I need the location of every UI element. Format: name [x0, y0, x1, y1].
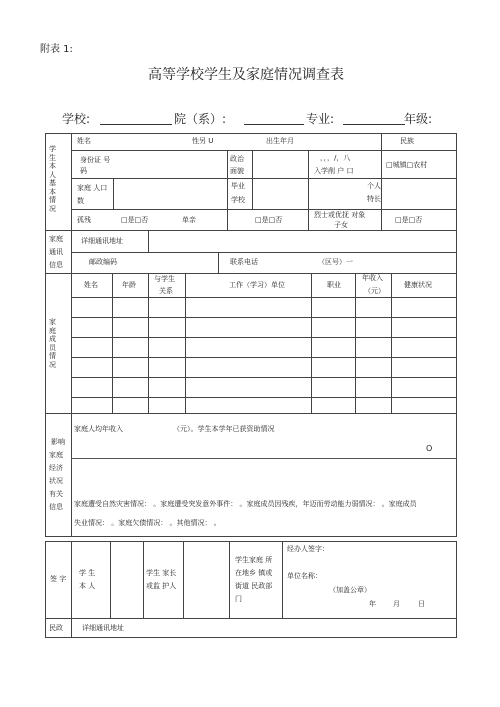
hukou-options[interactable]: □城镇□农村 [386, 161, 428, 169]
orphan-label: 孤残 [77, 216, 91, 224]
student-signature-label: 学 生 [79, 569, 96, 577]
civil-dept-label-2: 在地乡 镇或 [235, 569, 273, 577]
martyr-options[interactable]: □是□否 [395, 216, 423, 224]
id-label: 身份证 号 [80, 156, 111, 164]
martyr-label-2: 子女 [334, 221, 348, 229]
col-age: 年龄 [122, 281, 136, 289]
col-relation-2: 关系 [159, 287, 173, 295]
martyr-label: 烈士或优抚 对象 [314, 211, 366, 219]
annex-label: 附表 1: [40, 44, 73, 55]
family-size-label: 家庭 人口 [77, 184, 108, 192]
economy-section-label-3: 经济 [49, 464, 63, 472]
civil-dept-label-4: 门 [235, 595, 242, 603]
family-size-label-2: 数 [77, 197, 84, 205]
aid-label: （元）。学生本学年已获资助情况 [173, 425, 275, 433]
political-label: 政治 [230, 155, 244, 163]
economy-section-label-2: 家庭 [49, 451, 63, 459]
id-label-2: 码 [80, 167, 87, 175]
economy-section-label-4: 状况 [49, 477, 63, 485]
talent-label-2: 特长 [367, 195, 381, 203]
col-work-unit: 工作（学习）单位 [229, 281, 285, 289]
single-parent-options[interactable]: □是□否 [255, 216, 283, 224]
guardian-signature-label: 学生 家长 [146, 569, 177, 577]
hardship-line-1: 家庭遭受自然灾害情况： 。家庭遭受突发意外事件： 。家庭成员因残疾，年迈而劳动能力弱情况： 。家庭成员 [74, 500, 417, 508]
contact-section-label-1: 家庭 [49, 235, 63, 243]
unit-name-label: 单位名称： [287, 572, 322, 580]
date-day: 日 [418, 600, 425, 608]
col-name: 姓名 [84, 281, 98, 289]
circle-mark: O [426, 444, 433, 453]
col-income: 年收入 [362, 274, 383, 282]
hardship-line-2: 失业情况： 。家庭欠债情况： 。其他情况： 。 [74, 519, 221, 527]
grad-school-label: 毕业 [231, 182, 245, 190]
student-section-label: 学生本人基本情况 [49, 145, 56, 213]
economy-section-label-5: 有关 [49, 490, 63, 498]
contact-section-label-2: 通讯 [49, 248, 63, 256]
talent-label: 个人 [367, 182, 381, 190]
contact-section-label-3: 信息 [49, 261, 63, 269]
school-field[interactable] [100, 124, 172, 125]
members-section-label: 家庭成员情况 [49, 318, 56, 369]
major-field[interactable] [343, 124, 405, 125]
col-income-2: （元） [364, 287, 385, 295]
date-month: 月 [393, 600, 400, 608]
name-label: 姓名 [77, 137, 91, 145]
political-label-2: 面貌 [230, 167, 244, 175]
grad-school-label-2: 学校 [231, 196, 245, 204]
orphan-options[interactable]: □是□否 [121, 216, 149, 224]
handler-signature-label: 经办人签字： [287, 545, 329, 553]
civil-dept-label: 学生家庭 所 [235, 556, 273, 564]
entry-hukou-marks: ，，，/，八 [320, 154, 351, 162]
guardian-signature-label-2: 或监 护人 [146, 582, 177, 590]
per-capita-income-label: 家庭人均年收入 [74, 425, 123, 433]
postcode-label: 邮政编码 [89, 258, 117, 266]
dept-label: 院（系）: [174, 112, 227, 126]
col-relation: 与学生 [154, 275, 175, 283]
ethnic-label: 民族 [400, 137, 414, 145]
single-parent-label: 单亲 [182, 216, 196, 224]
address-label: 详细通讯地址 [81, 237, 123, 245]
document-title: 高等学校学生及家庭情况调查表 [148, 67, 344, 83]
dob-label: 出生年月 [266, 137, 294, 145]
school-label: 学校: [62, 112, 91, 126]
official-seal-label: （加盖公章） [329, 586, 371, 594]
col-health: 健康状况 [404, 281, 432, 289]
entry-hukou-label: 入学削 户 口 [314, 167, 354, 175]
student-signature-label-2: 本 人 [79, 582, 96, 590]
phone-label: 联系电话 [230, 258, 258, 266]
gender-label: 性另 U [192, 137, 214, 145]
col-occupation: 职业 [327, 281, 341, 289]
civil-address-label: 详细通讯地址 [82, 624, 124, 632]
signature-section-label: 签 字 [50, 575, 67, 583]
major-label: 专业: [306, 112, 335, 126]
economy-section-label-6: 信息 [49, 503, 63, 511]
civil-dept-label-3: 街道 民政部 [235, 582, 273, 590]
dept-field[interactable] [244, 124, 304, 125]
area-code-label: （区号）一 [318, 258, 353, 266]
economy-section-label-1: 影响 [51, 438, 65, 446]
civil-affairs-label: 民政 [49, 624, 63, 632]
date-year: 年 [369, 600, 376, 608]
grade-label: 年级: [404, 112, 433, 126]
